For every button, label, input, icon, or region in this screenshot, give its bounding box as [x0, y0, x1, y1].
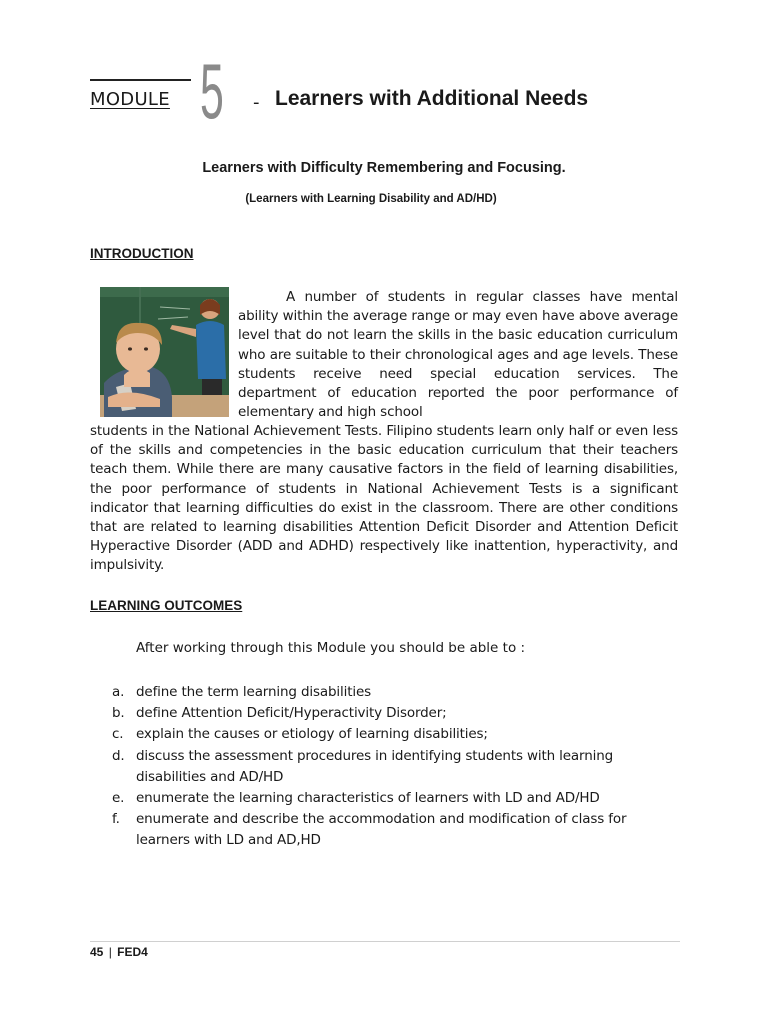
outcomes-lead: After working through this Module you should be able to : [136, 640, 526, 656]
item-text: enumerate and describe the accommodation and modification of class for learners with LD and AD,HD [136, 811, 627, 849]
footer-separator: | [108, 945, 112, 959]
list-item [90, 682, 680, 703]
module-title: Learners with Additional Needs [275, 87, 589, 110]
item-text: explain the causes or etiology of learning disabilities; [136, 726, 488, 743]
item-letter: a. [112, 684, 125, 700]
course-code: FED4 [117, 945, 148, 959]
page-number: 45 [90, 945, 104, 959]
item-letter: d. [112, 747, 125, 764]
item-letter: f. [112, 811, 120, 828]
list-item [90, 746, 680, 788]
item-letter: e. [112, 790, 125, 807]
module-label: MODULE [90, 89, 170, 110]
introduction-paragraph-wrapped: A number of students in regular classes have mental ability within the average range or may even have above average level that do not learn the skills in the basic education curriculum who are suitable to their chronological ages and age levels. These students receive need special education services. The department of education reported the poor performance of elementary and high school [238, 289, 678, 421]
module-number: 5 [200, 47, 224, 135]
item-text: define Attention Deficit/Hyperactivity Disorder; [136, 705, 447, 722]
title-dash: - [253, 92, 260, 113]
item-text: enumerate the learning characteristics of learners with LD and AD/HD [136, 790, 600, 807]
item-letter: b. [112, 705, 125, 722]
list-item [90, 703, 680, 724]
outcomes-list [90, 682, 680, 852]
module-top-rule [90, 79, 191, 81]
learning-outcomes-heading: LEARNING OUTCOMES [90, 598, 243, 613]
item-letter: c. [112, 726, 124, 743]
footer-rule [90, 941, 680, 942]
list-item [90, 724, 680, 745]
page-footer [90, 945, 148, 959]
list-item [90, 788, 680, 809]
teacher-and-student-photo [100, 287, 229, 417]
list-item [90, 809, 680, 851]
subtitle-note: (Learners with Learning Disability and AD/HD) [245, 193, 497, 205]
subtitle: Learners with Difficulty Remembering and Focusing. [202, 160, 566, 176]
introduction-heading: INTRODUCTION [90, 246, 194, 261]
item-text: define the term learning disabilities [136, 684, 371, 700]
item-text: discuss the assessment procedures in identifying students with learning disabilities and AD/HD [136, 747, 614, 785]
introduction-paragraph-full: students in the National Achievement Tests. Filipino students learn only half or even less of the skills and competencies in the basic education curriculum that their teachers teach them. While there are many causative factors in the field of learning disabilities, the poor performance of students in National Achievement Tests is a significant indicator that learning difficulties do exist in the classroom. There are other conditions that are related to learning disabilities Attention Deficit Disorder and Attention Deficit Hyperactive Disorder (ADD and ADHD) respectively like inattention, hyperactivity, and impulsivity. [90, 423, 678, 574]
